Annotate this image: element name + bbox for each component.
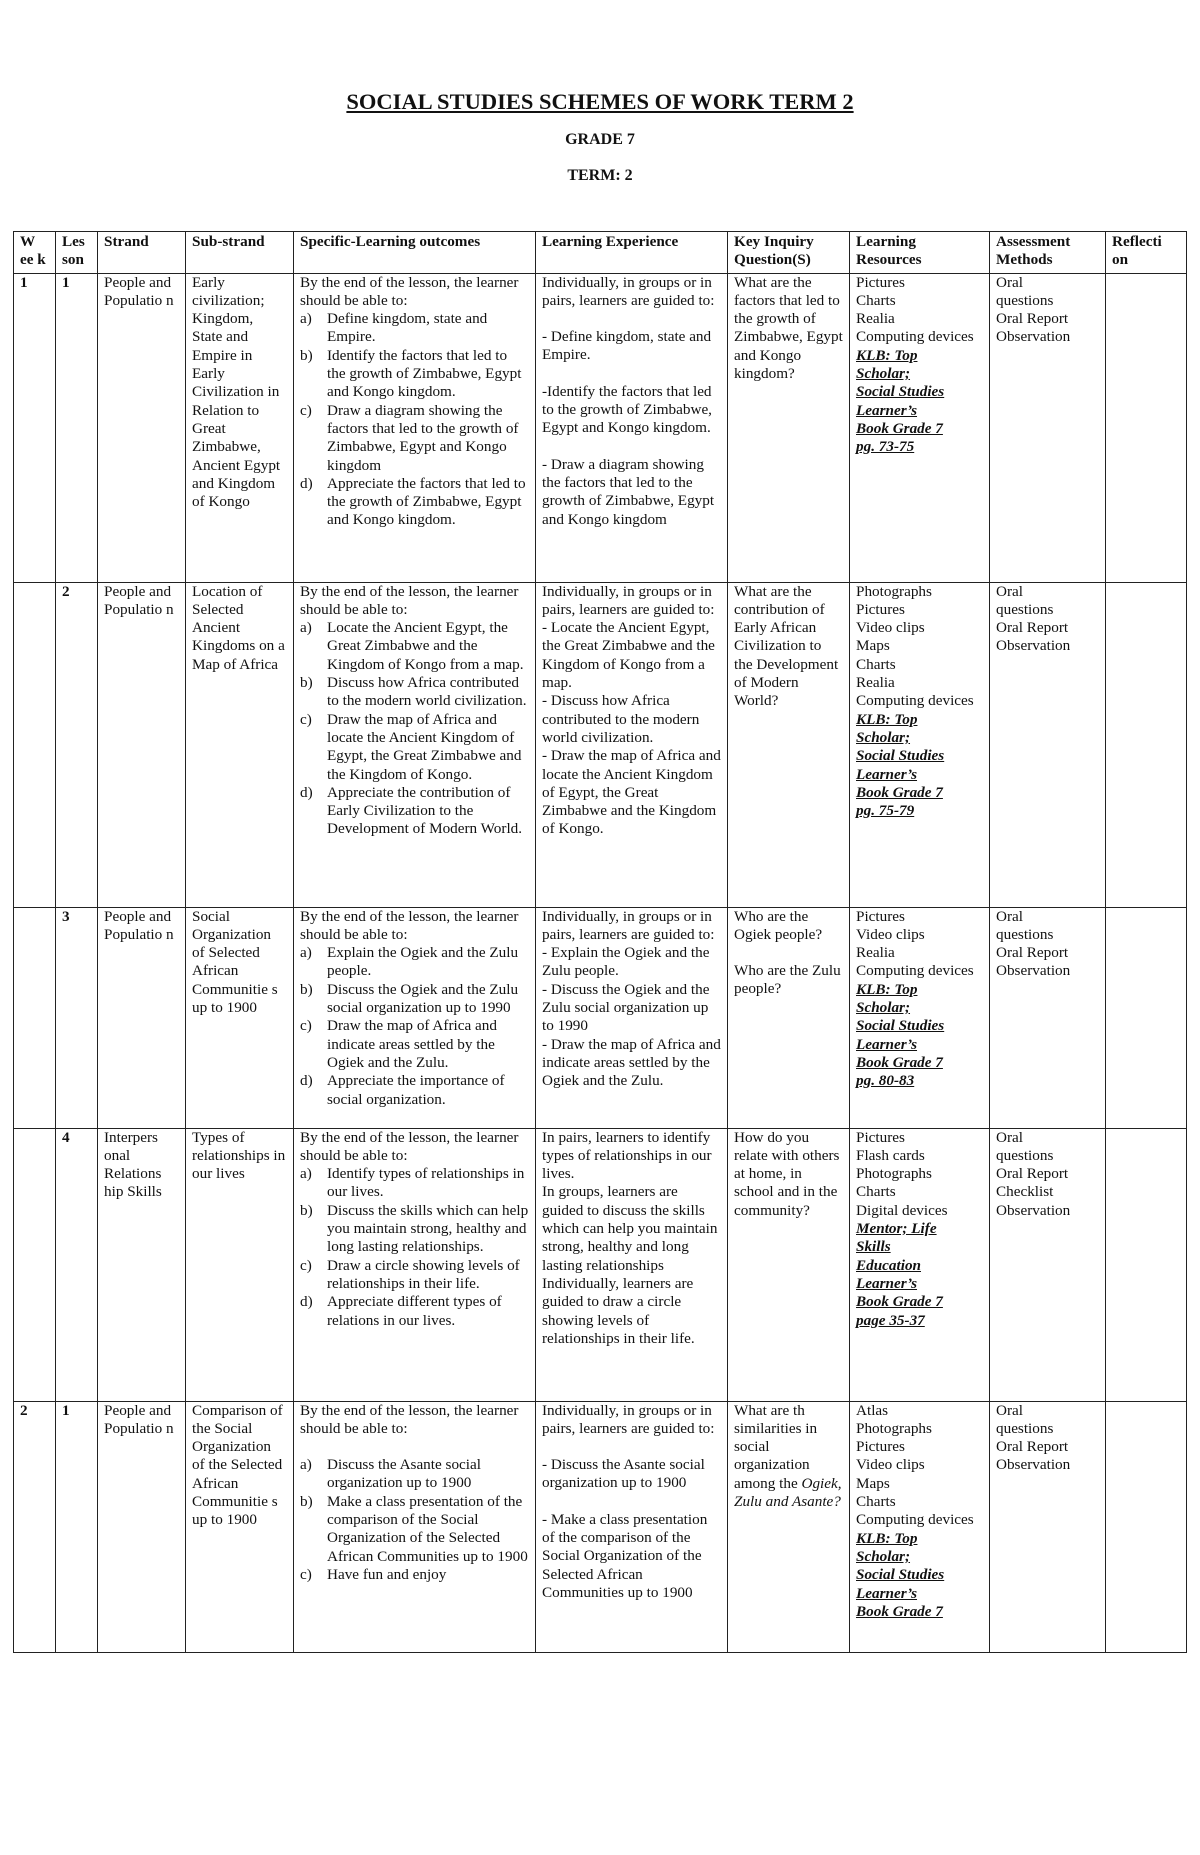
assessment-item: Oral bbox=[996, 907, 1023, 925]
outcomes-list bbox=[300, 1165, 529, 1330]
lesson-cell: 3 bbox=[56, 907, 98, 1128]
substrand-cell: Types of relationships in our lives bbox=[186, 1128, 294, 1401]
outcome-item: c) Draw the map of Africa and locate the Ancient Kingdom of Egypt, the Great Zimbabwe and the Kingdom of Kongo. bbox=[300, 710, 522, 783]
experience-cell bbox=[536, 907, 728, 1128]
book-reference: Learner’s bbox=[856, 401, 918, 419]
header-lesson: Les son bbox=[56, 232, 98, 274]
experience-item: - Draw the map of Africa and indicate areas settled by the Ogiek and the Zulu. bbox=[542, 1035, 721, 1090]
reflection-cell bbox=[1106, 582, 1187, 907]
assessment-item: Observation bbox=[996, 962, 1071, 980]
outcomes-intro: By the end of the lesson, the learner should be able to: bbox=[300, 582, 519, 618]
resources-cell bbox=[850, 582, 990, 907]
outcomes-list bbox=[300, 619, 529, 839]
strand-cell: People and Populatio n bbox=[98, 273, 186, 582]
assessment-cell bbox=[990, 1401, 1106, 1652]
experience-intro: Individually, in groups or in pairs, learners are guided to: bbox=[542, 273, 715, 309]
table-row bbox=[14, 1128, 1187, 1401]
book-reference: Scholar; bbox=[856, 1547, 911, 1565]
outcomes-list bbox=[300, 1456, 529, 1584]
assessment-item: Oral bbox=[996, 1401, 1023, 1419]
week-cell bbox=[14, 1128, 56, 1401]
resource-item: Pictures bbox=[856, 1128, 905, 1146]
strand-cell: Interpers onal Relations hip Skills bbox=[98, 1128, 186, 1401]
resources-cell bbox=[850, 907, 990, 1128]
assessment-item: Oral Report bbox=[996, 944, 1069, 962]
assessment-cell bbox=[990, 273, 1106, 582]
assessment-item: Observation bbox=[996, 637, 1071, 655]
book-reference: Book Grade 7 bbox=[856, 1602, 943, 1620]
resources-cell bbox=[850, 1128, 990, 1401]
assessment-item: Observation bbox=[996, 1456, 1071, 1474]
outcome-item: a) Define kingdom, state and Empire. bbox=[300, 310, 488, 346]
outcomes-cell bbox=[294, 1401, 536, 1652]
assessment-item: questions bbox=[996, 291, 1054, 309]
book-reference: Social Studies bbox=[856, 1017, 945, 1035]
page-title: SOCIAL STUDIES SCHEMES OF WORK TERM 2 bbox=[346, 89, 854, 114]
resource-item: Pictures bbox=[856, 600, 905, 618]
outcomes-intro: By the end of the lesson, the learner should be able to: bbox=[300, 1401, 519, 1437]
outcomes-cell bbox=[294, 273, 536, 582]
book-reference: Skills bbox=[856, 1238, 891, 1256]
assessment-cell bbox=[990, 1128, 1106, 1401]
strand-cell: People and Populatio n bbox=[98, 582, 186, 907]
table-row bbox=[14, 907, 1187, 1128]
lesson-cell: 4 bbox=[56, 1128, 98, 1401]
book-reference: Learner’s bbox=[856, 765, 918, 783]
assessment-item: questions bbox=[996, 1419, 1054, 1437]
experience-item: - Discuss the Ogiek and the Zulu social organization up to 1990 bbox=[542, 980, 710, 1035]
experience-intro: Individually, in groups or in pairs, learners are guided to: bbox=[542, 582, 715, 618]
resource-item: Photographs bbox=[856, 1165, 932, 1183]
experience-item: Individually, learners are guided to draw a circle showing levels of relationships in their life. bbox=[542, 1274, 695, 1347]
outcome-item: d) Appreciate the contribution of Early Civilization to the Development of Modern World. bbox=[300, 783, 523, 838]
experience-item: - Locate the Ancient Egypt, the Great Zimbabwe and the Kingdom of Kongo from a map. bbox=[542, 619, 715, 692]
book-reference: KLB: Top bbox=[856, 980, 918, 998]
reflection-cell bbox=[1106, 273, 1187, 582]
book-reference: Social Studies bbox=[856, 1566, 945, 1584]
substrand-cell: Comparison of the Social Organization of the Selected African Communitie s up to 1900 bbox=[186, 1401, 294, 1652]
resource-item: Atlas bbox=[856, 1401, 889, 1419]
book-reference: Social Studies bbox=[856, 383, 945, 401]
assessment-item: questions bbox=[996, 925, 1054, 943]
experience-item: In pairs, learners to identify types of relationships in our lives. bbox=[542, 1128, 712, 1183]
outcomes-list bbox=[300, 944, 529, 1109]
book-reference: Education bbox=[856, 1256, 921, 1274]
book-reference: pg. 75-79 bbox=[856, 802, 915, 820]
experience-intro: Individually, in groups or in pairs, learners are guided to: bbox=[542, 1401, 715, 1437]
lesson-cell: 1 bbox=[56, 273, 98, 582]
resource-item: Video clips bbox=[856, 925, 925, 943]
substrand-cell: Social Organization of Selected African Communitie s up to 1900 bbox=[186, 907, 294, 1128]
reflection-cell bbox=[1106, 1128, 1187, 1401]
outcomes-cell bbox=[294, 907, 536, 1128]
book-reference: KLB: Top bbox=[856, 1529, 918, 1547]
strand-cell: People and Populatio n bbox=[98, 907, 186, 1128]
resource-item: Computing devices bbox=[856, 692, 974, 710]
resource-item: Photographs bbox=[856, 1419, 932, 1437]
grade-heading: GRADE 7 bbox=[565, 131, 635, 148]
assessment-item: Checklist bbox=[996, 1183, 1054, 1201]
resource-item: Computing devices bbox=[856, 1511, 974, 1529]
resource-item: Charts bbox=[856, 1493, 896, 1511]
outcomes-list bbox=[300, 310, 529, 530]
outcome-item: d) Appreciate the factors that led to the growth of Zimbabwe, Egypt and Kongo kingdom. bbox=[300, 474, 526, 529]
inquiry-question: What are th similarities in social organization among the bbox=[734, 1401, 818, 1492]
experience-item: - Discuss how Africa contributed to the modern world civilization. bbox=[542, 692, 700, 746]
assessment-item: questions bbox=[996, 1146, 1054, 1164]
header-assessment: Assessment Methods bbox=[990, 232, 1106, 274]
inquiry-communities: Ogiek, Zulu and Asante? bbox=[734, 1474, 842, 1511]
resources-cell bbox=[850, 1401, 990, 1652]
inquiry-cell bbox=[728, 1401, 850, 1652]
header-experience: Learning Experience bbox=[536, 232, 728, 274]
outcomes-intro: By the end of the lesson, the learner should be able to: bbox=[300, 907, 519, 943]
table-row bbox=[14, 582, 1187, 907]
resource-item: Realia bbox=[856, 944, 895, 962]
book-reference: Scholar; bbox=[856, 999, 911, 1017]
inquiry-cell: How do you relate with others at home, in school and in the community? bbox=[728, 1128, 850, 1401]
term-heading: TERM: 2 bbox=[567, 167, 633, 184]
book-reference: Scholar; bbox=[856, 728, 911, 746]
assessment-item: Observation bbox=[996, 1201, 1071, 1219]
experience-item: - Discuss the Asante social organization up to 1900 bbox=[542, 1456, 705, 1492]
experience-item: - Define kingdom, state and Empire. bbox=[542, 328, 712, 364]
outcome-item: b) Discuss the skills which can help you maintain strong, healthy and long lasting relationships. bbox=[300, 1201, 529, 1256]
lesson-cell: 1 bbox=[56, 1401, 98, 1652]
book-reference: KLB: Top bbox=[856, 346, 918, 364]
outcome-item: a) Explain the Ogiek and the Zulu people. bbox=[300, 944, 519, 980]
resource-item: Pictures bbox=[856, 1438, 905, 1456]
assessment-item: Oral bbox=[996, 1128, 1023, 1146]
outcome-item: b) Identify the factors that led to the growth of Zimbabwe, Egypt and Kongo kingdom. bbox=[300, 346, 522, 401]
resource-item: Pictures bbox=[856, 907, 905, 925]
experience-item: - Make a class presentation of the comparison of the Social Organization of the Selected African Communities up to 1900 bbox=[542, 1510, 708, 1601]
week-cell bbox=[14, 582, 56, 907]
resource-item: Realia bbox=[856, 674, 895, 692]
outcome-item: c) Have fun and enjoy bbox=[300, 1565, 447, 1583]
inquiry-question: Who are the Zulu people? bbox=[734, 962, 841, 998]
experience-intro: Individually, in groups or in pairs, learners are guided to: bbox=[542, 907, 715, 943]
resource-item: Charts bbox=[856, 291, 896, 309]
book-reference: Learner’s bbox=[856, 1584, 918, 1602]
header-outcomes: Specific-Learning outcomes bbox=[294, 232, 536, 274]
substrand-cell: Location of Selected Ancient Kingdoms on a Map of Africa bbox=[186, 582, 294, 907]
assessment-item: Oral Report bbox=[996, 619, 1069, 637]
book-reference: Book Grade 7 bbox=[856, 1053, 943, 1071]
experience-cell bbox=[536, 582, 728, 907]
outcome-item: d) Appreciate different types of relations in our lives. bbox=[300, 1293, 502, 1329]
book-reference: Book Grade 7 bbox=[856, 419, 943, 437]
inquiry-cell bbox=[728, 907, 850, 1128]
resource-item: Flash cards bbox=[856, 1146, 925, 1164]
resource-item: Maps bbox=[856, 1474, 890, 1492]
experience-cell bbox=[536, 1128, 728, 1401]
assessment-item: Oral Report bbox=[996, 1438, 1069, 1456]
assessment-cell bbox=[990, 582, 1106, 907]
book-reference: pg. 80-83 bbox=[856, 1072, 915, 1090]
inquiry-cell: What are the factors that led to the growth of Zimbabwe, Egypt and Kongo kingdom? bbox=[728, 273, 850, 582]
table-row bbox=[14, 1401, 1187, 1652]
outcomes-cell bbox=[294, 582, 536, 907]
resource-item: Photographs bbox=[856, 582, 932, 600]
book-reference: Mentor; Life bbox=[856, 1220, 937, 1238]
outcome-item: b) Discuss the Ogiek and the Zulu social organization up to 1990 bbox=[300, 980, 519, 1017]
week-cell: 2 bbox=[14, 1401, 56, 1652]
scheme-table bbox=[13, 231, 1187, 1653]
outcomes-intro: By the end of the lesson, the learner should be able to: bbox=[300, 273, 519, 309]
resource-item: Computing devices bbox=[856, 962, 974, 980]
resource-item: Charts bbox=[856, 655, 896, 673]
header-reflection: Reflecti on bbox=[1106, 232, 1187, 274]
assessment-item: Oral Report bbox=[996, 310, 1069, 328]
reflection-cell bbox=[1106, 907, 1187, 1128]
inquiry-question: Who are the Ogiek people? bbox=[734, 907, 823, 943]
week-cell bbox=[14, 907, 56, 1128]
assessment-item: questions bbox=[996, 600, 1054, 618]
resource-item: Digital devices bbox=[856, 1201, 948, 1219]
assessment-item: Oral Report bbox=[996, 1165, 1069, 1183]
outcome-item: c) Draw a circle showing levels of relationships in their life. bbox=[300, 1256, 520, 1292]
assessment-item: Oral bbox=[996, 582, 1023, 600]
lesson-cell: 2 bbox=[56, 582, 98, 907]
inquiry-cell: What are the contribution of Early African Civilization to the Development of Modern World? bbox=[728, 582, 850, 907]
experience-cell bbox=[536, 1401, 728, 1652]
header-strand: Strand bbox=[98, 232, 186, 274]
resources-cell bbox=[850, 273, 990, 582]
table-row bbox=[14, 273, 1187, 582]
book-reference: Book Grade 7 bbox=[856, 783, 943, 801]
resource-item: Maps bbox=[856, 637, 890, 655]
assessment-item: Observation bbox=[996, 328, 1071, 346]
outcomes-intro: By the end of the lesson, the learner should be able to: bbox=[300, 1128, 519, 1164]
experience-cell bbox=[536, 273, 728, 582]
book-reference: pg. 73-75 bbox=[856, 438, 915, 456]
book-reference: Learner’s bbox=[856, 1035, 918, 1053]
outcome-item: c) Draw a diagram showing the factors that led to the growth of Zimbabwe, Egypt and Kongo kingdom bbox=[300, 401, 519, 474]
resource-item: Video clips bbox=[856, 619, 925, 637]
resource-item: Charts bbox=[856, 1183, 896, 1201]
outcome-item: a) Locate the Ancient Egypt, the Great Zimbabwe and the Kingdom of Kongo from a map. bbox=[300, 619, 524, 673]
outcome-item: b) Discuss how Africa contributed to the modern world civilization. bbox=[300, 674, 527, 710]
resource-item: Computing devices bbox=[856, 328, 974, 346]
book-reference: KLB: Top bbox=[856, 710, 918, 728]
outcome-item: b) Make a class presentation of the comparison of the Social Organization of the Selected African Communities up to 1900 bbox=[300, 1492, 528, 1565]
outcome-item: a) Discuss the Asante social organization up to 1900 bbox=[300, 1456, 481, 1492]
table-header-row bbox=[14, 232, 1187, 274]
header-resources: Learning Resources bbox=[850, 232, 990, 274]
book-reference: Book Grade 7 bbox=[856, 1293, 943, 1311]
header-inquiry: Key Inquiry Question(S) bbox=[728, 232, 850, 274]
reflection-cell bbox=[1106, 1401, 1187, 1652]
experience-item: -Identify the factors that led to the growth of Zimbabwe, Egypt and Kongo kingdom. bbox=[542, 382, 712, 437]
header-substrand: Sub-strand bbox=[186, 232, 294, 274]
resource-item: Realia bbox=[856, 310, 895, 328]
resource-item: Pictures bbox=[856, 273, 905, 291]
book-reference: Social Studies bbox=[856, 747, 945, 765]
book-reference: page 35-37 bbox=[856, 1311, 925, 1329]
outcome-item: c) Draw the map of Africa and indicate areas settled by the Ogiek and the Zulu. bbox=[300, 1017, 497, 1071]
assessment-item: Oral bbox=[996, 273, 1023, 291]
outcome-item: d) Appreciate the importance of social organization. bbox=[300, 1072, 505, 1108]
resource-item: Video clips bbox=[856, 1456, 925, 1474]
outcome-item: a) Identify types of relationships in our lives. bbox=[300, 1165, 525, 1201]
outcomes-cell bbox=[294, 1128, 536, 1401]
experience-item: - Draw a diagram showing the factors that led to the growth of Zimbabwe, Egypt and Kongo kingdom bbox=[542, 455, 715, 528]
book-reference: Learner’s bbox=[856, 1274, 918, 1292]
strand-cell: People and Populatio n bbox=[98, 1401, 186, 1652]
header-week: W ee k bbox=[14, 232, 56, 274]
experience-item: - Draw the map of Africa and locate the Ancient Kingdom of Egypt, the Great Zimbabwe and the Kingdom of Kongo. bbox=[542, 747, 721, 838]
substrand-cell: Early civilization; Kingdom, State and Empire in Early Civilization in Relation to Great Zimbabwe, Ancient Egypt and Kingdom of Kongo bbox=[186, 273, 294, 582]
week-cell: 1 bbox=[14, 273, 56, 582]
experience-item: In groups, learners are guided to discuss the skills which can help you maintain strong, healthy and long lasting relationships bbox=[542, 1183, 718, 1274]
book-reference: Scholar; bbox=[856, 365, 911, 383]
assessment-cell bbox=[990, 907, 1106, 1128]
experience-item: - Explain the Ogiek and the Zulu people. bbox=[542, 944, 710, 980]
